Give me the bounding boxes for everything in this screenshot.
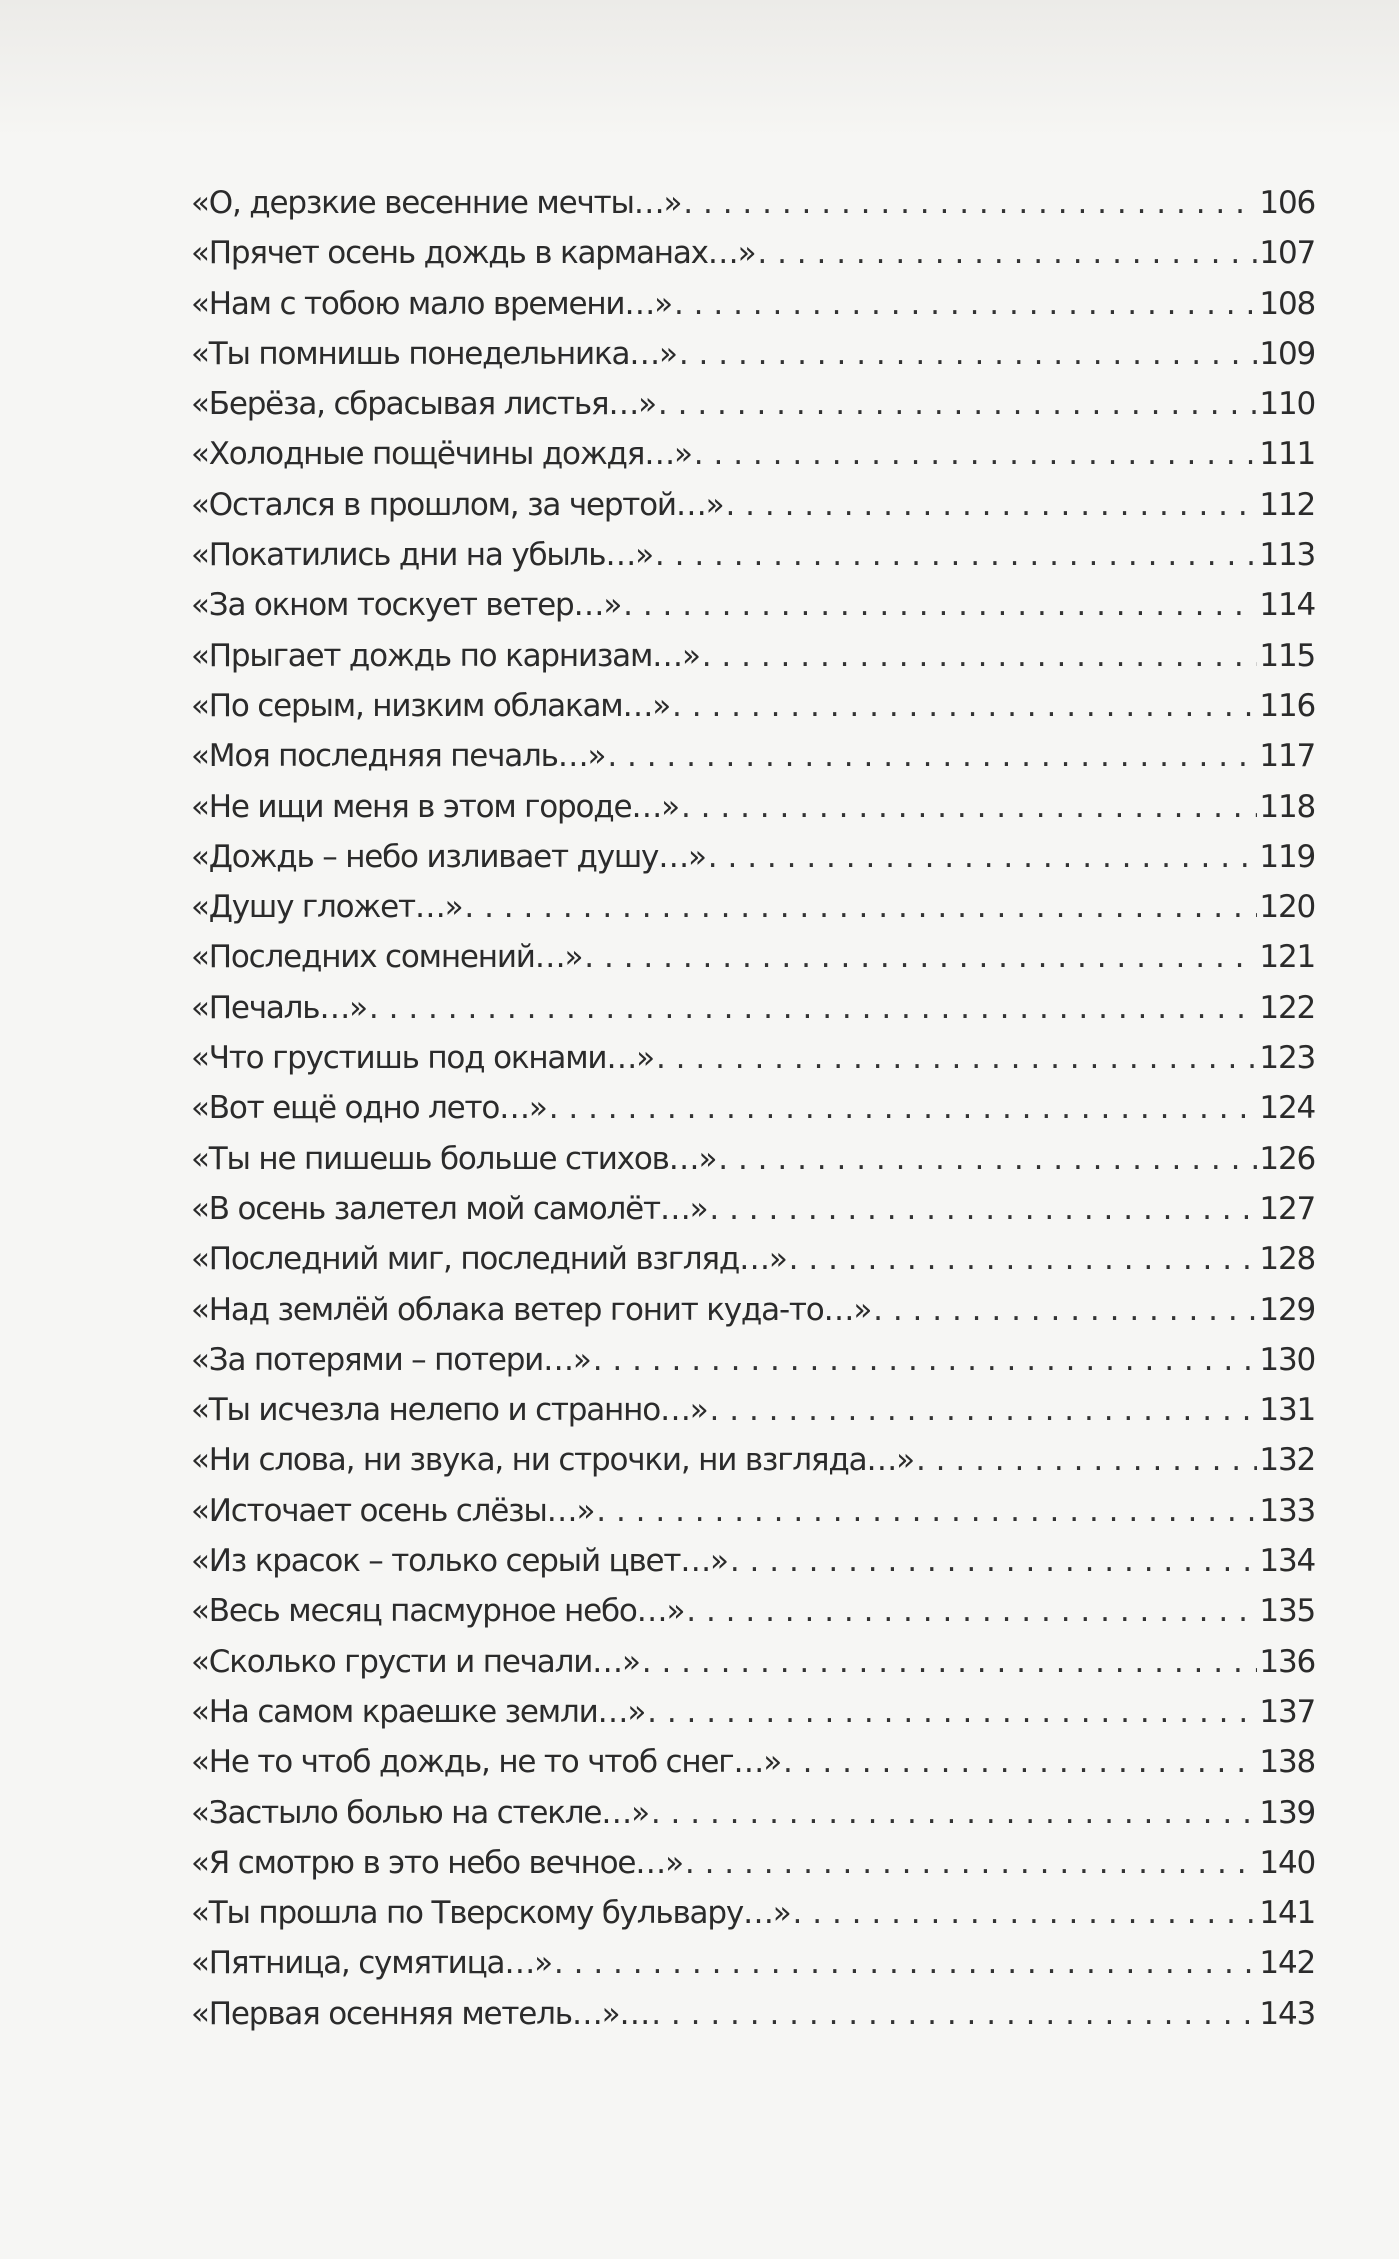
- toc-entry: [191, 329, 1315, 379]
- toc-entry-title: «Ты исчезла нелепо и странно…»: [191, 1392, 708, 1429]
- toc-entry: [191, 1385, 1315, 1435]
- toc-entry: [191, 1083, 1315, 1133]
- toc-entry-title: «Остался в прошлом, за чертой…»: [191, 486, 724, 523]
- toc-entry-page-number: 127: [1259, 1190, 1315, 1227]
- toc-entry-title: «Из красок – только серый цвет…»: [191, 1543, 728, 1580]
- dot-leader: [651, 1788, 1258, 1838]
- toc-entry: [191, 1788, 1315, 1838]
- toc-entry-title: «О, дерзкие весенние мечты…»: [191, 185, 682, 221]
- dot-leader: [607, 731, 1257, 781]
- toc-entry: [191, 1888, 1315, 1938]
- toc-entry: [191, 1134, 1315, 1184]
- toc-entry-title: «Пятница, сумятица…»: [191, 1945, 552, 1982]
- toc-entry-page-number: 113: [1259, 537, 1315, 574]
- dot-leader: [730, 1536, 1258, 1586]
- toc-entry: [191, 681, 1315, 731]
- toc-entry-page-number: 118: [1259, 788, 1315, 825]
- page-top-shade: [0, 0, 1399, 140]
- toc-entry-title: «За окном тоскует ветер…»: [191, 587, 622, 624]
- toc-entry: [191, 1737, 1315, 1787]
- dot-leader: [793, 1888, 1258, 1938]
- toc-entry: [191, 1033, 1315, 1083]
- toc-entry: [191, 832, 1315, 882]
- toc-entry-page-number: 111: [1259, 436, 1315, 473]
- toc-entry: [191, 279, 1315, 329]
- toc-entry-title: «Что грустишь под окнами…»: [191, 1040, 654, 1077]
- toc-entry-title: «Я смотрю в это небо вечное…»: [191, 1844, 683, 1881]
- toc-entry-title: «По серым, низким облакам…»: [191, 687, 671, 724]
- toc-entry: [191, 530, 1315, 580]
- toc-entry-title: «За потерями – потери…»: [191, 1341, 591, 1378]
- toc-entry: [191, 1184, 1315, 1234]
- toc-entry: [191, 1938, 1315, 1988]
- toc-entry: [191, 379, 1315, 429]
- dot-leader: [708, 832, 1258, 882]
- dot-leader: [549, 1083, 1258, 1133]
- toc-entry-page-number: 137: [1259, 1693, 1315, 1730]
- dot-leader: [369, 983, 1258, 1033]
- dot-leader: [718, 1134, 1257, 1184]
- toc-entry: [191, 1285, 1315, 1335]
- dot-leader: [647, 1687, 1257, 1737]
- dot-leader: [783, 1737, 1257, 1787]
- toc-entry-page-number: 132: [1259, 1442, 1315, 1479]
- toc-entry-page-number: 112: [1259, 486, 1315, 523]
- dot-leader: [584, 932, 1257, 982]
- dot-leader: [642, 1637, 1258, 1687]
- dot-leader: [709, 1184, 1257, 1234]
- toc-entry-page-number: 119: [1259, 838, 1315, 875]
- toc-entry: [191, 1234, 1315, 1284]
- toc-entry: [191, 580, 1315, 630]
- toc-entry-title: «Весь месяц пасмурное небо…»: [191, 1593, 685, 1630]
- dot-leader: [464, 882, 1257, 932]
- toc-entry: [191, 1586, 1315, 1636]
- dot-leader: [686, 1586, 1257, 1636]
- toc-entry-title: «Ни слова, ни звука, ни строчки, ни взгляда…»: [191, 1442, 914, 1479]
- dot-leader: [655, 530, 1258, 580]
- toc-entry-page-number: 136: [1259, 1643, 1315, 1680]
- toc-entry-page-number: 108: [1259, 285, 1315, 322]
- toc-entry-page-number: 139: [1259, 1794, 1315, 1831]
- toc-entry-title: «Застыло болью на стекле…»: [191, 1794, 649, 1831]
- toc-entry-title: «Печаль…»: [191, 989, 367, 1026]
- toc-entry-page-number: 120: [1259, 889, 1315, 926]
- toc-entry: [191, 932, 1315, 982]
- dot-leader: [593, 1335, 1258, 1385]
- toc-entry-page-number: 128: [1259, 1241, 1315, 1278]
- toc-entry-page-number: 109: [1259, 335, 1315, 372]
- toc-entry-title: «Источает осень слёзы…»: [191, 1492, 595, 1529]
- table-of-contents: [191, 178, 1315, 2039]
- toc-entry-title: «Первая осенняя метель…»…: [191, 1995, 650, 2032]
- toc-entry: [191, 429, 1315, 479]
- toc-entry-title: «Холодные пощёчины дождя…»: [191, 436, 692, 473]
- toc-entry-title: «Вот ещё одно лето…»: [191, 1090, 547, 1127]
- toc-entry-page-number: 142: [1259, 1945, 1315, 1982]
- dot-leader: [725, 480, 1257, 530]
- dot-leader: [757, 228, 1257, 278]
- toc-entry-page-number: 117: [1259, 738, 1315, 775]
- toc-entry: [191, 631, 1315, 681]
- dot-leader: [651, 1989, 1257, 2039]
- dot-leader: [710, 1385, 1258, 1435]
- dot-leader: [656, 1033, 1257, 1083]
- toc-entry-title: «Покатились дни на убыль…»: [191, 537, 653, 574]
- toc-entry: [191, 983, 1315, 1033]
- toc-entry-title: «Дождь – небо изливает душу…»: [191, 838, 706, 875]
- toc-entry-title: «Нам с тобою мало времени…»: [191, 285, 672, 322]
- dot-leader: [623, 580, 1257, 630]
- toc-entry: [191, 882, 1315, 932]
- toc-entry: [191, 1989, 1315, 2039]
- toc-entry-page-number: 116: [1259, 687, 1315, 724]
- toc-entry-page-number: 110: [1259, 386, 1315, 423]
- toc-entry-page-number: 135: [1259, 1593, 1315, 1630]
- dot-leader: [679, 329, 1258, 379]
- dot-leader: [681, 782, 1257, 832]
- toc-entry-title: «Берёза, сбрасывая листья…»: [191, 386, 656, 423]
- toc-entry-page-number: 122: [1259, 989, 1315, 1026]
- toc-entry-title: «Не ищи меня в этом городе…»: [191, 788, 679, 825]
- toc-entry-title: «На самом краешке земли…»: [191, 1693, 646, 1730]
- dot-leader: [658, 379, 1258, 429]
- dot-leader: [916, 1435, 1257, 1485]
- dot-leader: [674, 279, 1257, 329]
- toc-entry-page-number: 123: [1259, 1040, 1315, 1077]
- toc-entry-title: «Не то чтоб дождь, не то чтоб снег…»: [191, 1744, 781, 1781]
- toc-entry: [191, 1637, 1315, 1687]
- toc-entry: [191, 782, 1315, 832]
- toc-entry-page-number: 107: [1259, 235, 1315, 272]
- toc-entry-page-number: 124: [1259, 1090, 1315, 1127]
- toc-entry-page-number: 133: [1259, 1492, 1315, 1529]
- toc-entry-title: «Ты не пишешь больше стихов…»: [191, 1140, 717, 1177]
- toc-entry-title: «Прыгает дождь по карнизам…»: [191, 637, 700, 674]
- dot-leader: [694, 429, 1258, 479]
- dot-leader: [596, 1486, 1257, 1536]
- dot-leader: [789, 1234, 1258, 1284]
- toc-entry-page-number: 134: [1259, 1543, 1315, 1580]
- toc-entry-page-number: 129: [1259, 1291, 1315, 1328]
- toc-entry-page-number: 140: [1259, 1844, 1315, 1881]
- toc-entry-page-number: 114: [1259, 587, 1315, 624]
- toc-entry-title: «Последних сомнений…»: [191, 939, 583, 976]
- toc-entry-title: «Сколько грусти и печали…»: [191, 1643, 640, 1680]
- toc-entry: [191, 228, 1315, 278]
- toc-entry-title: «Над землёй облака ветер гонит куда-то…»: [191, 1291, 872, 1328]
- toc-entry: [191, 178, 1315, 228]
- dot-leader: [702, 631, 1258, 681]
- dot-leader: [873, 1285, 1257, 1335]
- dot-leader: [685, 1838, 1258, 1888]
- toc-entry: [191, 1687, 1315, 1737]
- toc-entry-page-number: 143: [1259, 1995, 1315, 2032]
- toc-entry-page-number: 126: [1259, 1140, 1315, 1177]
- toc-entry-page-number: 106: [1259, 185, 1315, 221]
- toc-entry-title: «Прячет осень дождь в карманах…»: [191, 235, 756, 272]
- toc-entry-title: «Последний миг, последний взгляд…»: [191, 1241, 787, 1278]
- toc-entry-title: «Моя последняя печаль…»: [191, 738, 606, 775]
- dot-leader: [683, 178, 1257, 228]
- dot-leader: [554, 1938, 1258, 1988]
- toc-entry-title: «Ты помнишь понедельника…»: [191, 335, 677, 372]
- toc-entry-page-number: 138: [1259, 1744, 1315, 1781]
- toc-entry-page-number: 141: [1259, 1895, 1315, 1932]
- toc-entry-page-number: 121: [1259, 939, 1315, 976]
- toc-entry: [191, 480, 1315, 530]
- toc-entry: [191, 731, 1315, 781]
- toc-entry-title: «В осень залетел мой самолёт…»: [191, 1190, 708, 1227]
- toc-entry-page-number: 131: [1259, 1392, 1315, 1429]
- toc-entry: [191, 1838, 1315, 1888]
- toc-entry-title: «Ты прошла по Тверскому бульвару…»: [191, 1895, 791, 1932]
- dot-leader: [672, 681, 1257, 731]
- toc-entry: [191, 1335, 1315, 1385]
- toc-entry-page-number: 130: [1259, 1341, 1315, 1378]
- toc-entry-page-number: 115: [1259, 637, 1315, 674]
- toc-entry: [191, 1435, 1315, 1485]
- toc-entry-title: «Душу гложет…»: [191, 889, 463, 926]
- toc-entry: [191, 1486, 1315, 1536]
- toc-entry: [191, 1536, 1315, 1586]
